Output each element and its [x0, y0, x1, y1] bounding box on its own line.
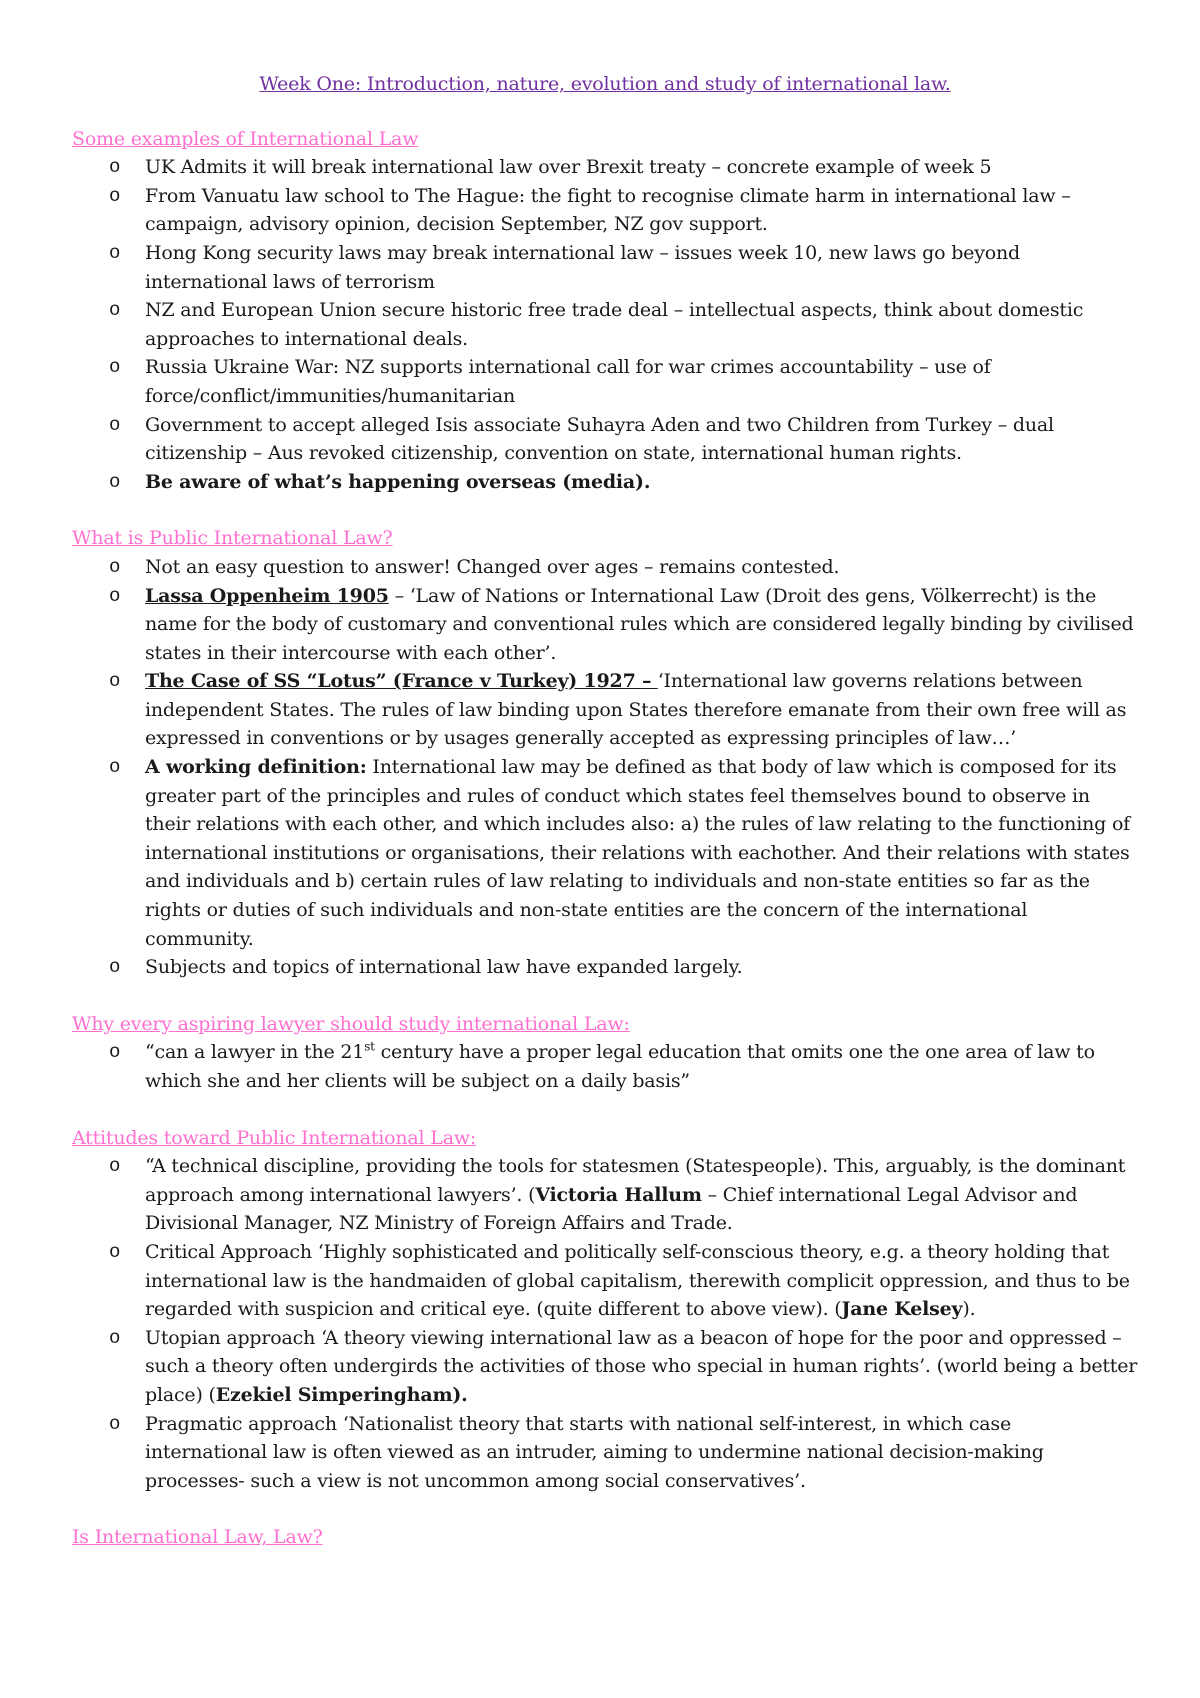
bullet-marker: o — [109, 241, 121, 264]
bullet-marker: o — [109, 299, 121, 322]
list-item — [72, 239, 1138, 296]
bullet-marker: o — [109, 184, 121, 207]
text-run: ). — [962, 1298, 976, 1321]
text-run: Hong Kong security laws may break international law – issues week 10, new laws go beyond international laws of terrorism — [145, 241, 1020, 293]
text-run: Russia Ukraine War: NZ supports international call for war crimes accountability – use of force/conflict/immunities/humanitarian — [145, 356, 991, 407]
text-run: Lassa Oppenheim 1905 — [145, 584, 389, 607]
list-item — [72, 1152, 1138, 1238]
text-run: Pragmatic approach ‘Nationalist theory that starts with national self-interest, in which case international law is often viewed as an intruder, aiming to undermine national decision-making processes- such a view is not uncommon among social conservatives’. — [145, 1412, 1044, 1492]
bullet-marker: o — [109, 1041, 121, 1064]
list-item — [72, 1238, 1138, 1324]
bullet-marker: o — [109, 670, 121, 693]
list-item — [72, 953, 1138, 982]
bullet-list — [72, 1038, 1138, 1095]
bullet-marker: o — [109, 1412, 121, 1435]
text-run: “can a lawyer in the 21 — [145, 1041, 365, 1064]
text-run: Utopian approach ‘A theory viewing international law as a beacon of hope for the poor and oppressed – such a theory often undergirds the activities of those who special in human rights’. (world being a better place) ( — [145, 1326, 1138, 1406]
list-item — [72, 667, 1138, 753]
text-run: Victoria Hallum — [535, 1183, 702, 1206]
bullet-marker: o — [109, 1326, 121, 1349]
text-run: “A technical discipline, providing the tools for statesmen (Statespeople). This, arguably, is the dominant approach among international lawyers’. ( — [145, 1155, 1126, 1206]
bullet-marker: o — [109, 584, 121, 607]
section-heading: What is Public International Law? — [72, 527, 393, 550]
text-run: – Chief international Legal Advisor and Divisional Manager, NZ Ministry of Foreign Affairs and Trade. — [145, 1183, 1078, 1235]
text-run: Critical Approach ‘Highly sophisticated and politically self-conscious theory, e.g. a theory holding that international law is the handmaiden of global capitalism, therewith complicit oppression, and thus to be regarded with suspicion and critical eye. (quite different to above view). ( — [145, 1240, 1130, 1321]
text-run: century have a proper legal education that omits one the one area of law to which she and her clients will be subject on a daily basis” — [145, 1041, 1095, 1092]
text-run: NZ and European Union secure historic free trade deal – intellectual aspects, think about domestic approaches to international deals. — [145, 299, 1084, 350]
document-page — [72, 70, 1138, 1552]
list-item — [72, 582, 1138, 668]
document-body — [72, 125, 1138, 1552]
bullet-list — [72, 153, 1138, 496]
text-run: Not an easy question to answer! Changed over ages – remains contested. — [145, 555, 840, 578]
text-run: Government to accept alleged Isis associate Suhayra Aden and two Children from Turkey – dual citizenship – Aus revoked citizenship, convention on state, international human rights. — [145, 413, 1054, 465]
bullet-marker: o — [109, 756, 121, 779]
text-run: A working definition: — [145, 756, 367, 779]
list-item — [72, 411, 1138, 468]
list-item — [72, 1324, 1138, 1410]
text-run: Subjects and topics of international law have expanded largely. — [145, 956, 743, 979]
bullet-marker: o — [109, 470, 121, 493]
text-run: Jane Kelsey — [841, 1298, 963, 1321]
list-item — [72, 1410, 1138, 1496]
text-run: From Vanuatu law school to The Hague: the fight to recognise climate harm in international law – campaign, advisory opinion, decision September, NZ gov support. — [145, 184, 1071, 236]
bullet-marker: o — [109, 356, 121, 379]
list-item — [72, 753, 1138, 953]
page-title: Week One: Introduction, nature, evolution and study of international law. — [259, 73, 951, 95]
list-item — [72, 468, 1138, 497]
text-run: UK Admits it will break international law over Brexit treaty – concrete example of week 5 — [145, 156, 992, 179]
text-run: International law may be defined as that body of law which is composed for its greater part of the principles and rules of conduct which states feel themselves bound to observe in their relations with each other, and which includes also: a) the rules of law relating to the functioning of international institutions or organisations, their relations with eachother. And their relations with states and individuals and b) certain rules of law relating to individuals and non-state entities so far as the rights or duties of such individuals and non-state entities are the concern of the international community. — [145, 756, 1131, 950]
section-heading: Attitudes toward Public International Law: — [72, 1126, 477, 1149]
bullet-marker: o — [109, 1240, 121, 1263]
bullet-marker: o — [109, 413, 121, 436]
section-heading: Why every aspiring lawyer should study international Law: — [72, 1012, 630, 1035]
text-run: Be aware of what’s happening overseas (media). — [145, 470, 651, 493]
bullet-marker: o — [109, 156, 121, 179]
section-heading: Some examples of International Law — [72, 127, 419, 150]
bullet-marker: o — [109, 555, 121, 578]
text-run: ‘International law governs relations between independent States. The rules of law binding upon States therefore emanate from their own free will as expressed in conventions or by usages generally accepted as expressing principles of law…’ — [145, 670, 1127, 750]
list-item — [72, 553, 1138, 582]
text-run: – ‘Law of Nations or International Law (Droit des gens, Völkerrecht) is the name for the body of customary and conventional rules which are considered legally binding by civilised states in their intercourse with each other’. — [145, 584, 1134, 664]
bullet-marker: o — [109, 1155, 121, 1178]
list-item — [72, 1038, 1138, 1095]
bullet-marker: o — [109, 956, 121, 979]
text-run: st — [364, 1040, 375, 1055]
list-item — [72, 153, 1138, 182]
bullet-list — [72, 1152, 1138, 1495]
list-item — [72, 182, 1138, 239]
text-run: Ezekiel Simperingham). — [215, 1383, 468, 1406]
list-item — [72, 353, 1138, 410]
section-heading: Is International Law, Law? — [72, 1526, 323, 1549]
list-item — [72, 296, 1138, 353]
bullet-list — [72, 553, 1138, 982]
text-run: The Case of SS “Lotus” (France v Turkey) 1927 – — [145, 670, 658, 693]
